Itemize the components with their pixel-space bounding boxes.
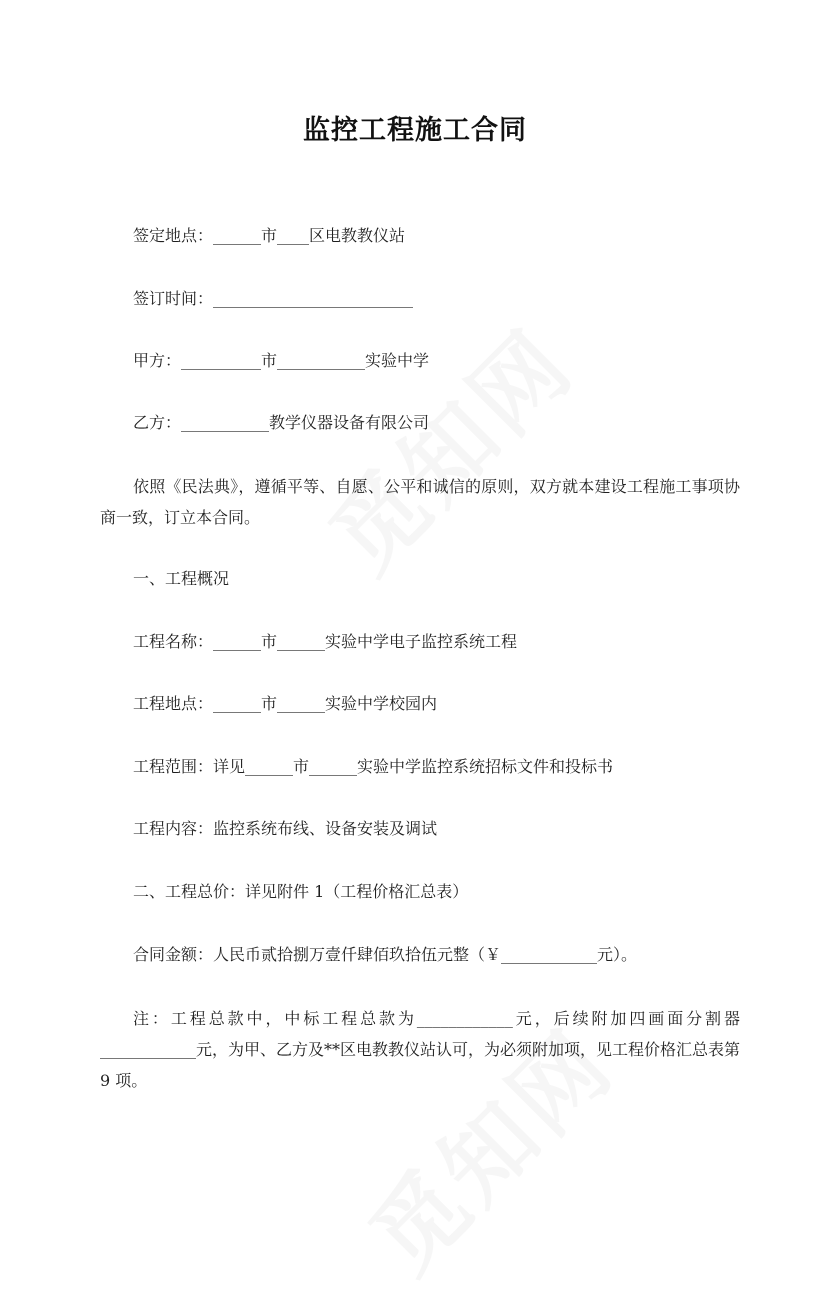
project-scope-line: 工程范围：详见______市______实验中学监控系统招标文件和投标书 [133, 757, 614, 776]
project-name-line: 工程名称：______市______实验中学电子监控系统工程 [133, 632, 518, 651]
project-location-line: 工程地点：______市______实验中学校园内 [133, 694, 438, 713]
sign-place-line: 签定地点：______市____区电教教仪站 [133, 226, 406, 245]
sign-time-line: 签订时间：_________________________ [133, 289, 414, 308]
section1-heading: 一、工程概况 [133, 569, 230, 588]
note-paragraph: 注：工程总款中，中标工程总款为____________元，后续附加四画面分割器____________元，为甲、乙方及**区电教教仪站认可，为必须附加项，见工程价格汇总表第 9 项。 [100, 1009, 741, 1090]
basis-paragraph: 依照《民法典》，遵循平等、自愿、公平和诚信的原则，双方就本建设工程施工事项协商一致，订立本合同。 [100, 477, 740, 527]
project-content-line: 工程内容：监控系统布线、设备安装及调试 [133, 819, 438, 838]
party-a-line: 甲方：__________市___________实验中学 [133, 351, 430, 370]
contract-amount-line: 合同金额：人民币贰拾捌万壹仟肆佰玖拾伍元整（￥____________元）。 [133, 945, 638, 964]
watermark [296, 295, 597, 596]
document-title: 监控工程施工合同 [303, 115, 527, 146]
party-b-line: 乙方：___________教学仪器设备有限公司 [133, 413, 430, 432]
section2-heading: 二、工程总价：详见附件 1（工程价格汇总表） [133, 882, 469, 901]
